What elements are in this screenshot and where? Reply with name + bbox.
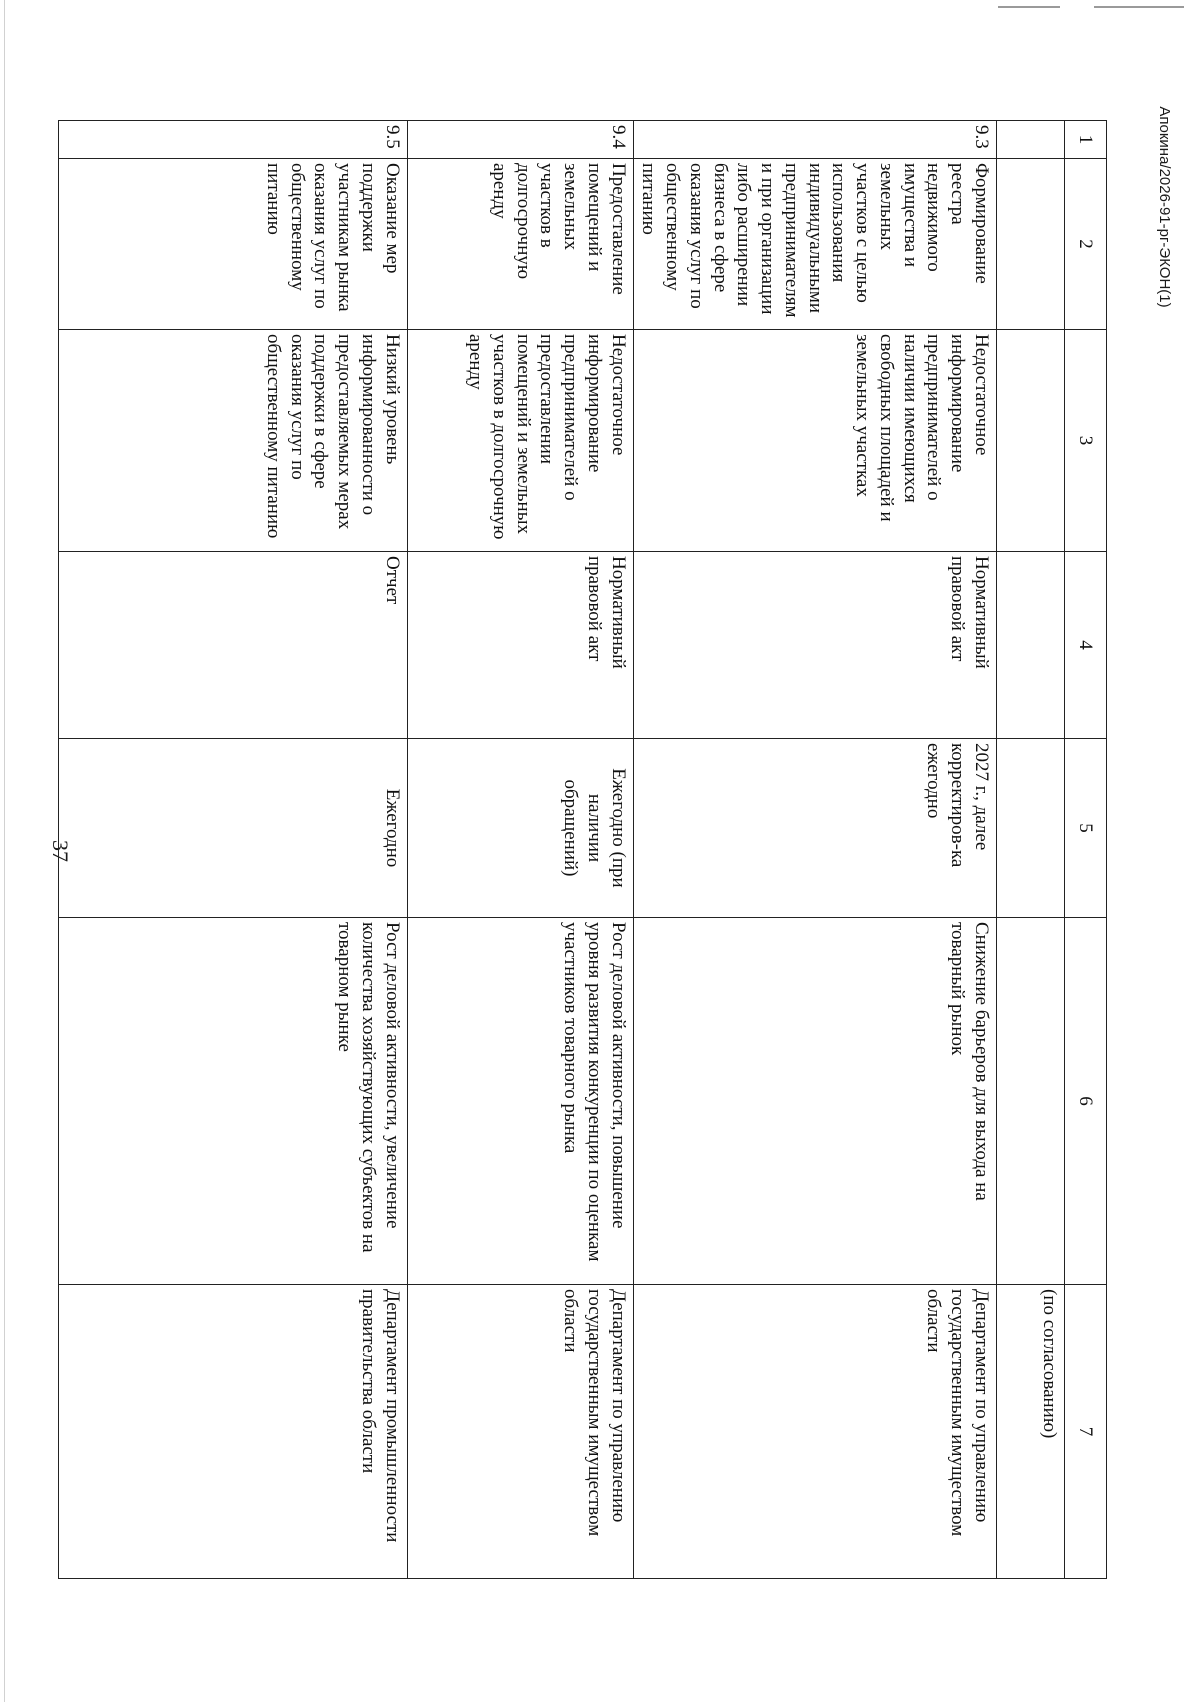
deadline-cell: Ежегодно (при наличии обращений) xyxy=(407,739,633,918)
row-number-cell xyxy=(997,121,1065,159)
column-number: 2 xyxy=(1065,159,1107,330)
row-number-cell: 9.5 xyxy=(58,121,407,159)
problem-cell: Недостаточное информирование предпринимателей о предоставлении помещений и земельных участков в долгосрочную аренду xyxy=(407,330,633,552)
measure-cell: Формирование реестра недвижимого имущества и земельных участков с целью использования индивидуальными предпринимателями при организации либо расширении бизнеса в сфере оказания услуг по общественному питанию xyxy=(633,159,996,330)
responsible-cell: (по согласованию) xyxy=(997,1285,1065,1579)
document-cell: Нормативный правовой акт xyxy=(633,552,996,739)
measure-cell xyxy=(997,159,1065,330)
responsible-cell: Департамент по управлению государственным имуществом области xyxy=(407,1285,633,1579)
measures-table xyxy=(58,120,1107,1579)
table-row xyxy=(997,121,1065,1579)
column-number: 1 xyxy=(1065,121,1107,159)
document-code: Апокина/2026-91-рг-ЭКОН(1) xyxy=(1156,106,1173,308)
column-number: 4 xyxy=(1065,552,1107,739)
document-cell: Нормативный правовой акт xyxy=(407,552,633,739)
row-number-cell: 9.3 xyxy=(633,121,996,159)
table-row xyxy=(407,121,633,1579)
row-number-cell: 9.4 xyxy=(407,121,633,159)
column-number: 6 xyxy=(1065,918,1107,1285)
problem-cell xyxy=(997,330,1065,552)
result-cell: Снижение барьеров для выхода на товарный рынок xyxy=(633,918,996,1285)
measure-cell: Оказание мер поддержки участникам рынка оказания услуг по общественному питанию xyxy=(58,159,407,330)
problem-cell: Недостаточное информирование предпринимателей о наличии имеющихся свободных площадей и земельных участках xyxy=(633,330,996,552)
scan-edge-line xyxy=(4,0,5,1702)
column-number: 7 xyxy=(1065,1285,1107,1579)
responsible-cell: Департамент промышленности правительства области xyxy=(58,1285,407,1579)
deadline-cell: Ежегодно xyxy=(58,739,407,918)
scan-edge-mark xyxy=(998,6,1060,8)
deadline-cell: 2027 г., далее корректиров-ка ежегодно xyxy=(633,739,996,918)
result-cell: Рост деловой активности, повышение уровня развития конкуренции по оценкам участников товарного рынка xyxy=(407,918,633,1285)
column-number: 5 xyxy=(1065,739,1107,918)
document-cell: Отчет xyxy=(58,552,407,739)
header-row xyxy=(1065,121,1107,1579)
column-number: 3 xyxy=(1065,330,1107,552)
deadline-cell xyxy=(997,739,1065,918)
table-row xyxy=(58,121,407,1579)
document-cell xyxy=(997,552,1065,739)
problem-cell: Низкий уровень информированности о предоставляемых мерах поддержки в сфере оказания услуг по общественному питанию xyxy=(58,330,407,552)
table-row xyxy=(633,121,996,1579)
rotated-table-container xyxy=(120,120,1107,1578)
page-number: 37 xyxy=(48,840,73,862)
result-cell xyxy=(997,918,1065,1285)
result-cell: Рост деловой активности, увеличение количества хозяйствующих субъектов на товарном рынке xyxy=(58,918,407,1285)
measure-cell: Предоставление помещений и земельных участков в долгосрочную аренду xyxy=(407,159,633,330)
scan-edge-mark xyxy=(1094,6,1184,8)
responsible-cell: Департамент по управлению государственным имуществом области xyxy=(633,1285,996,1579)
